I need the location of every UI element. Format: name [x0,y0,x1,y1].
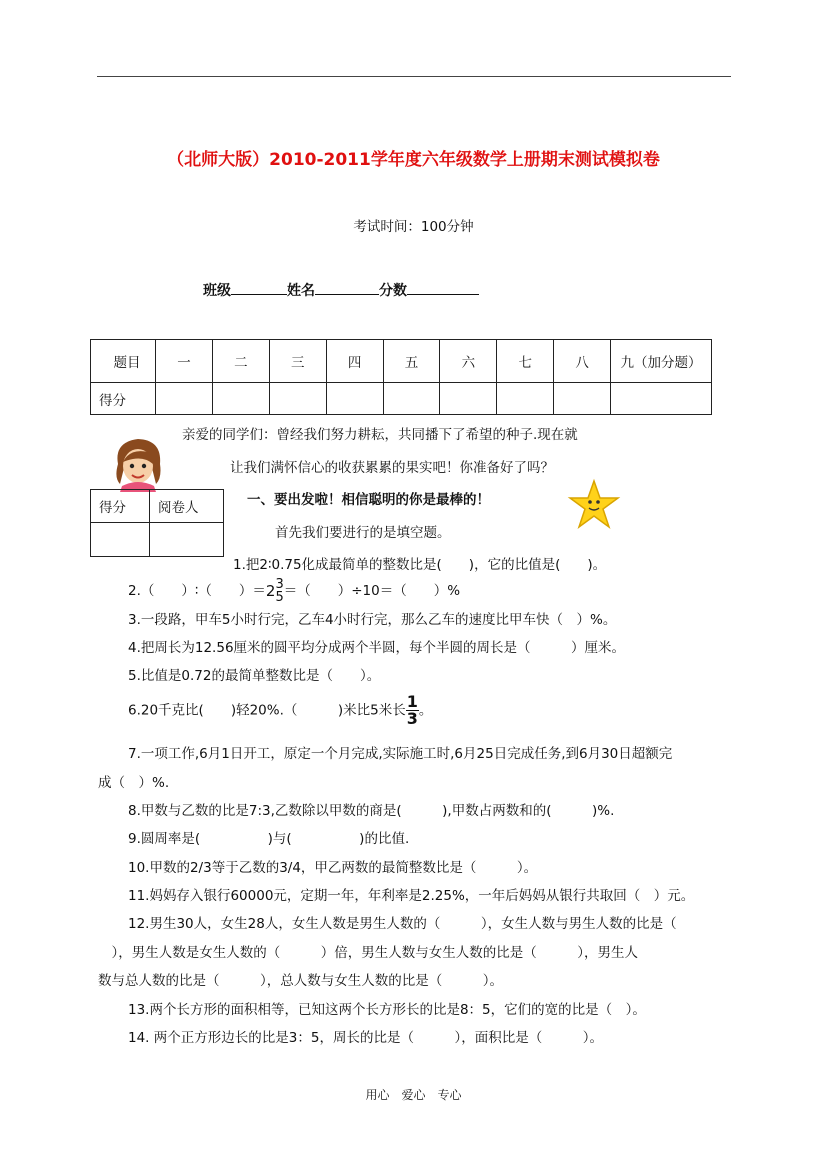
class-label: 班级 [203,283,231,299]
score-cell[interactable] [156,383,213,415]
question-3: 3.一段路，甲车5小时行完，乙车4小时行完，那么乙车的速度比甲车快（ ）%。 [128,612,617,628]
smiling-star-icon [566,478,622,536]
question-14: 14. 两个正方形边长的比是3：5，周长的比是（ ），面积比是（ ）。 [128,1030,603,1046]
header-rule [97,76,731,77]
question-6-suffix: 。 [418,702,433,719]
score-cell[interactable] [440,383,497,415]
question-13: 13.两个长方形的面积相等，已知这两个长方形长的比是8：5，它们的宽的比是（ ）。 [128,1002,646,1018]
question-9: 9.圆周率是( )与( )的比值. [128,831,410,847]
score-table-col-8: 八 [554,340,611,383]
score-table-col-2: 二 [212,340,269,383]
question-2 [128,578,460,604]
question-8: 8.甲数与乙数的比是7:3,乙数除以甲数的商是( ),甲数占两数和的( )%. [128,803,615,819]
section-1-intro: 首先我们要进行的是填空题。 [275,525,451,541]
score-table-col-7: 七 [497,340,554,383]
grader-name-cell[interactable] [150,523,224,557]
exam-time: 考试时间：100分钟 [353,219,474,235]
question-6-fraction [406,694,419,727]
page-title: （北师大版）2010-2011学年度六年级数学上册期末测试模拟卷 [167,150,660,170]
score-cell[interactable] [554,383,611,415]
grader-score-cell[interactable] [91,523,150,557]
student-info-line [203,280,479,300]
cartoon-girl-icon [108,434,168,496]
question-1: 1.把2∶0.75化成最简单的整数比是( )，它的比值是( )。 [233,557,607,573]
question-12-line-3: 数与总人数的比是（ ），总人数与女生人数的比是（ ）。 [98,973,503,989]
score-table [90,339,712,415]
class-blank [231,280,287,295]
score-cell[interactable] [383,383,440,415]
question-6 [128,694,432,727]
question-6-numerator: 1 [406,692,418,711]
score-cell[interactable] [611,383,712,415]
score-table-col-6: 六 [440,340,497,383]
question-2-fraction [275,578,283,604]
score-cell[interactable] [497,383,554,415]
section-1-heading: 一、要出发啦！相信聪明的你是最棒的！ [247,492,490,508]
score-table-col-1: 一 [156,340,213,383]
question-5: 5.比值是0.72的最简单整数比是（ ）。 [128,668,381,684]
score-table-col-3: 三 [269,340,326,383]
score-cell[interactable] [326,383,383,415]
question-10: 10.甲数的2/3等于乙数的3/4，甲乙两数的最简整数比是（ ）。 [128,860,538,876]
question-7-line-2: 成（ ）%. [98,775,170,791]
name-blank [315,280,379,295]
question-6-denominator: 3 [406,709,418,728]
question-11: 11.妈妈存入银行60000元，定期一年，年利率是2.25%，一年后妈妈从银行共取回（ ）元。 [128,888,695,904]
score-label: 分数 [379,283,407,299]
question-2-whole: 2 [265,582,276,600]
score-table-col-4: 四 [326,340,383,383]
grader-score-label: 得分 [91,490,150,523]
question-2-suffix: ＝（ ）÷10＝（ ）% [283,583,461,599]
question-6-text: 6.20千克比( )轻20%.（ )米比5米长 [128,702,406,719]
score-blank [407,280,479,295]
question-7-line-1: 7.一项工作,6月1日开工，原定一个月完成,实际施工时,6月25日完成任务,到6月30日超额完 [128,746,673,762]
score-table-header-row [91,340,712,383]
page-footer: 用心 爱心 专心 [365,1088,462,1102]
question-12-line-2: ），男生人数是女生人数的（ ）倍，男生人数与女生人数的比是（ ），男生人 [98,945,638,961]
score-table-row1-label: 题目 [91,340,156,383]
question-2-numerator: 3 [275,577,284,592]
score-table-row2-label: 得分 [91,383,156,415]
grader-name-label: 阅卷人 [150,490,224,523]
question-4: 4.把周长为12.56厘米的圆平均分成两个半圆，每个半圆的周长是（ ）厘米。 [128,640,626,656]
score-cell[interactable] [212,383,269,415]
score-table-score-row [91,383,712,415]
greeting-line-1: 亲爱的同学们：曾经我们努力耕耘，共同播下了希望的种子.现在就 [182,427,578,443]
question-2-prefix: 2.（ ）∶（ ）＝ [128,583,266,599]
question-12-line-1: 12.男生30人，女生28人，女生人数是男生人数的（ ），女生人数与男生人数的比是（ [128,916,677,932]
name-label: 姓名 [287,283,315,299]
question-2-denominator: 5 [275,590,284,605]
grader-table [90,489,224,557]
score-table-col-9: 九（加分题） [611,340,712,383]
greeting-line-2: 让我们满怀信心的收获累累的果实吧！你准备好了吗？ [230,460,554,476]
score-table-col-5: 五 [383,340,440,383]
score-cell[interactable] [269,383,326,415]
